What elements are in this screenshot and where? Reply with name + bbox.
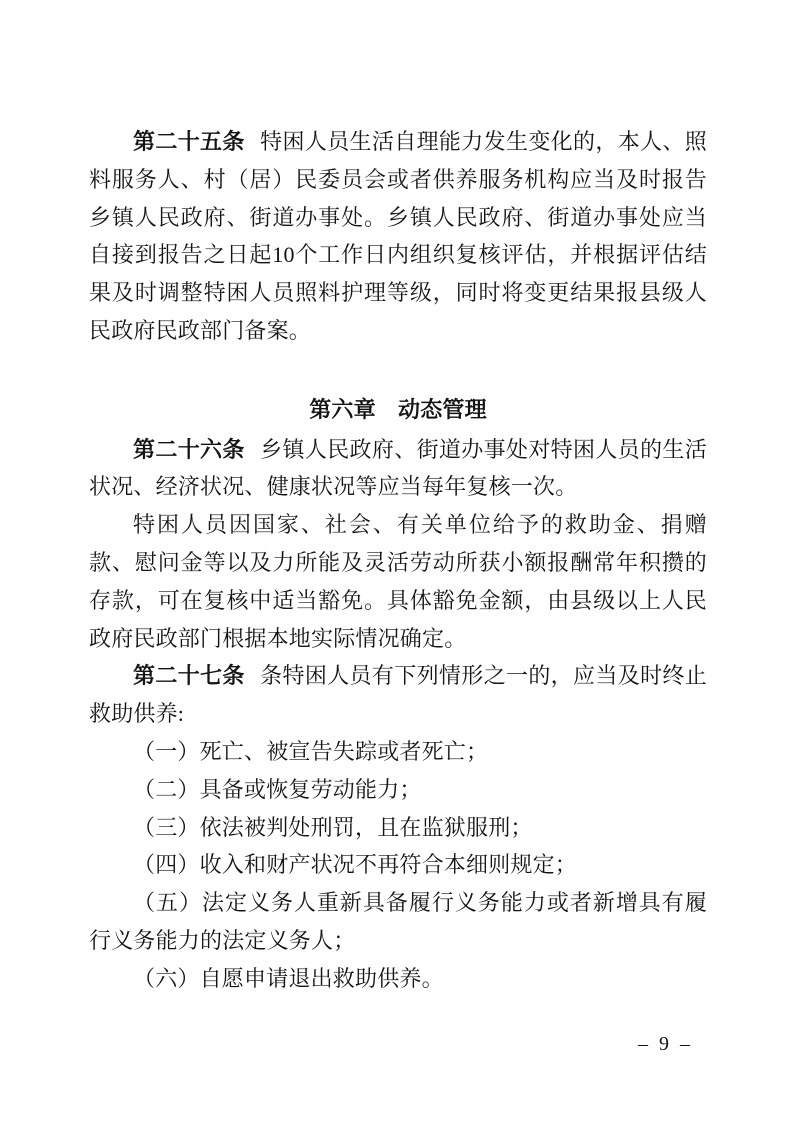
list-item-paragraph: （四）收入和财产状况不再符合本细则规定； [133,852,578,878]
list-item-paragraph: （六）自愿申请退出救助供养。 [133,965,444,991]
page-number: – 9 – [638,1033,693,1055]
body-paragraph: 特困人员因国家、社会、有关单位给予的救助金、捐赠款、慰问金等以及力所能及灵活劳动所获小额报酬常年积攒的存款，可在复核中适当豁免。具体豁免金额，由县级以上人民政府民政部门根据本地实际情况确定。 [89,512,707,651]
chapter-heading: 第六章 动态管理 [309,396,487,422]
article-paragraph: 第二十五条 特困人员生活自理能力发生变化的，本人、照料服务人、村（居）民委员会或者供养服务机构应当及时报告乡镇人民政府、街道办事处。乡镇人民政府、街道办事处应当自接到报告之日起10个工作日内组织复核评估，并根据评估结果及时调整特困人员照料护理等级，同时将变更结果报县级人民政府民政部门备案。 [89,129,707,343]
list-item-paragraph: （二）具备或恢复劳动能力； [133,776,422,802]
list-item-paragraph: （一）死亡、被宣告失踪或者死亡； [133,738,489,764]
article-number: 第二十七条 [133,663,245,689]
article-number: 第二十五条 [133,129,245,154]
article-paragraph: 第二十七条 条特困人员有下列情形之一的，应当及时终止救助供养: [89,663,707,727]
article-number: 第二十六条 [133,436,245,462]
document-content [89,123,707,998]
list-item-paragraph: （三）依法被判处刑罚，且在监狱服刑； [133,814,533,840]
article-paragraph: 第二十六条 乡镇人民政府、街道办事处对特困人员的生活状况、经济状况、健康状况等应当每年复核一次。 [89,436,707,500]
list-item-paragraph: （五）法定义务人重新具备履行义务能力或者新增具有履行义务能力的法定义务人； [89,890,707,953]
